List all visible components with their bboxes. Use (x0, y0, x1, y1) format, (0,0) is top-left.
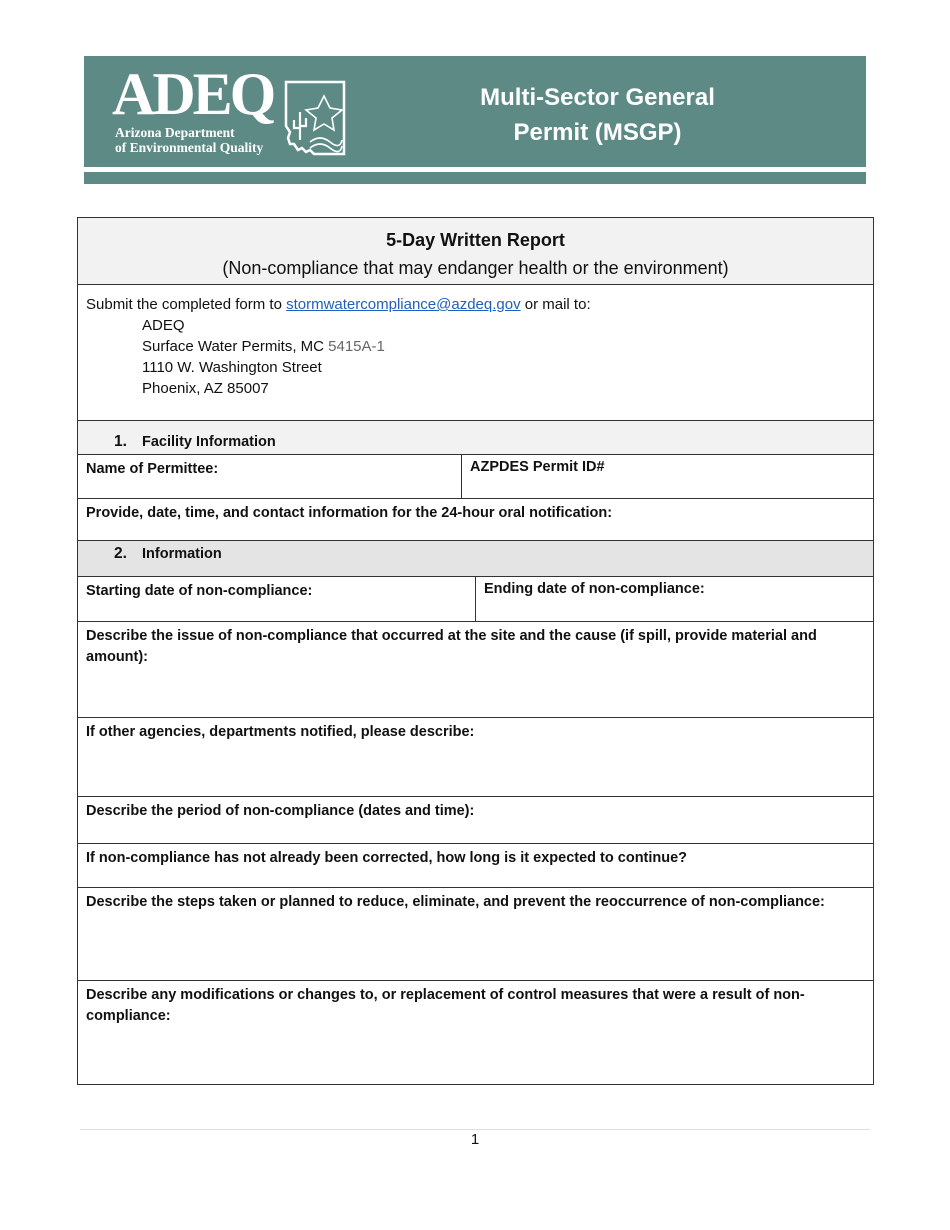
form-title-row (78, 218, 873, 285)
oral-notification-row[interactable] (78, 499, 873, 541)
address-line-3: 1110 W. Washington Street (142, 359, 322, 376)
section-2-title: Information (142, 546, 222, 562)
start-date-label: Starting date of non-compliance: (86, 583, 313, 599)
section-2-header (78, 541, 873, 577)
address-line-4: Phoenix, AZ 85007 (142, 380, 269, 397)
section-1-title: Facility Information (142, 434, 276, 450)
submit-suffix: or mail to: (520, 296, 591, 313)
address-line-2-text: Surface Water Permits, MC (142, 338, 329, 355)
section-1-number: 1. (114, 433, 127, 450)
arizona-emblem-icon (280, 78, 348, 156)
describe-issue-label: Describe the issue of non-compliance that occurred at the site and the cause (if spill, provide material and amount): (86, 628, 817, 665)
other-agencies-label: If other agencies, departments notified, please describe: (86, 724, 475, 740)
oral-notification-label: Provide, date, time, and contact information for the 24-hour oral notification: (86, 505, 613, 521)
logo-line-2: of Environmental Quality (115, 140, 264, 155)
section-2-heading (114, 545, 222, 563)
logo-wordmark: ADEQ (112, 61, 274, 127)
submit-instructions (86, 294, 591, 315)
period-label: Describe the period of non-compliance (dates and time): (86, 803, 475, 819)
banner-title-line-1: Multi-Sector General (480, 84, 715, 111)
permittee-name-label: Name of Permittee: (86, 461, 219, 477)
permit-id-label: AZPDES Permit ID# (470, 459, 605, 475)
section-1-header (78, 421, 873, 455)
end-date-label: Ending date of non-compliance: (484, 581, 705, 597)
section-1-heading (114, 433, 276, 451)
not-corrected-label: If non-compliance has not already been corrected, how long is it expected to continue? (86, 850, 688, 866)
period-row[interactable] (78, 797, 873, 844)
describe-issue-row[interactable] (78, 622, 873, 718)
logo-line-1: Arizona Department (115, 125, 235, 140)
permittee-name-cell[interactable] (78, 455, 462, 498)
other-agencies-row[interactable] (78, 718, 873, 797)
form-title: 5-Day Written Report (386, 230, 565, 250)
email-link[interactable]: stormwatercompliance@azdeq.gov (286, 296, 521, 313)
footer-divider (80, 1129, 870, 1130)
steps-taken-label: Describe the steps taken or planned to reduce, eliminate, and prevent the reoccurrence of non-compliance: (86, 894, 825, 910)
mail-code: 5415A-1 (328, 338, 385, 355)
address-line-1: ADEQ (142, 317, 185, 334)
report-form (77, 217, 874, 1085)
page-number: 1 (470, 1131, 480, 1148)
header-stripe (84, 172, 866, 184)
not-corrected-row[interactable] (78, 844, 873, 888)
modifications-row[interactable] (78, 981, 873, 1084)
banner-title (455, 80, 740, 150)
form-subtitle: (Non-compliance that may endanger health or the environment) (222, 258, 729, 278)
permittee-row (78, 455, 873, 499)
start-date-cell[interactable] (78, 577, 476, 621)
section-2-number: 2. (114, 545, 127, 562)
adeq-logo (112, 61, 352, 160)
address-line-2 (142, 336, 385, 357)
dates-row (78, 577, 873, 622)
modifications-label: Describe any modifications or changes to, or replacement of control measures that were a result of non-compliance: (86, 987, 805, 1024)
steps-taken-row[interactable] (78, 888, 873, 981)
submit-instructions-row (78, 285, 873, 421)
banner-title-line-2: Permit (MSGP) (513, 119, 682, 146)
submit-prefix: Submit the completed form to (86, 296, 287, 313)
